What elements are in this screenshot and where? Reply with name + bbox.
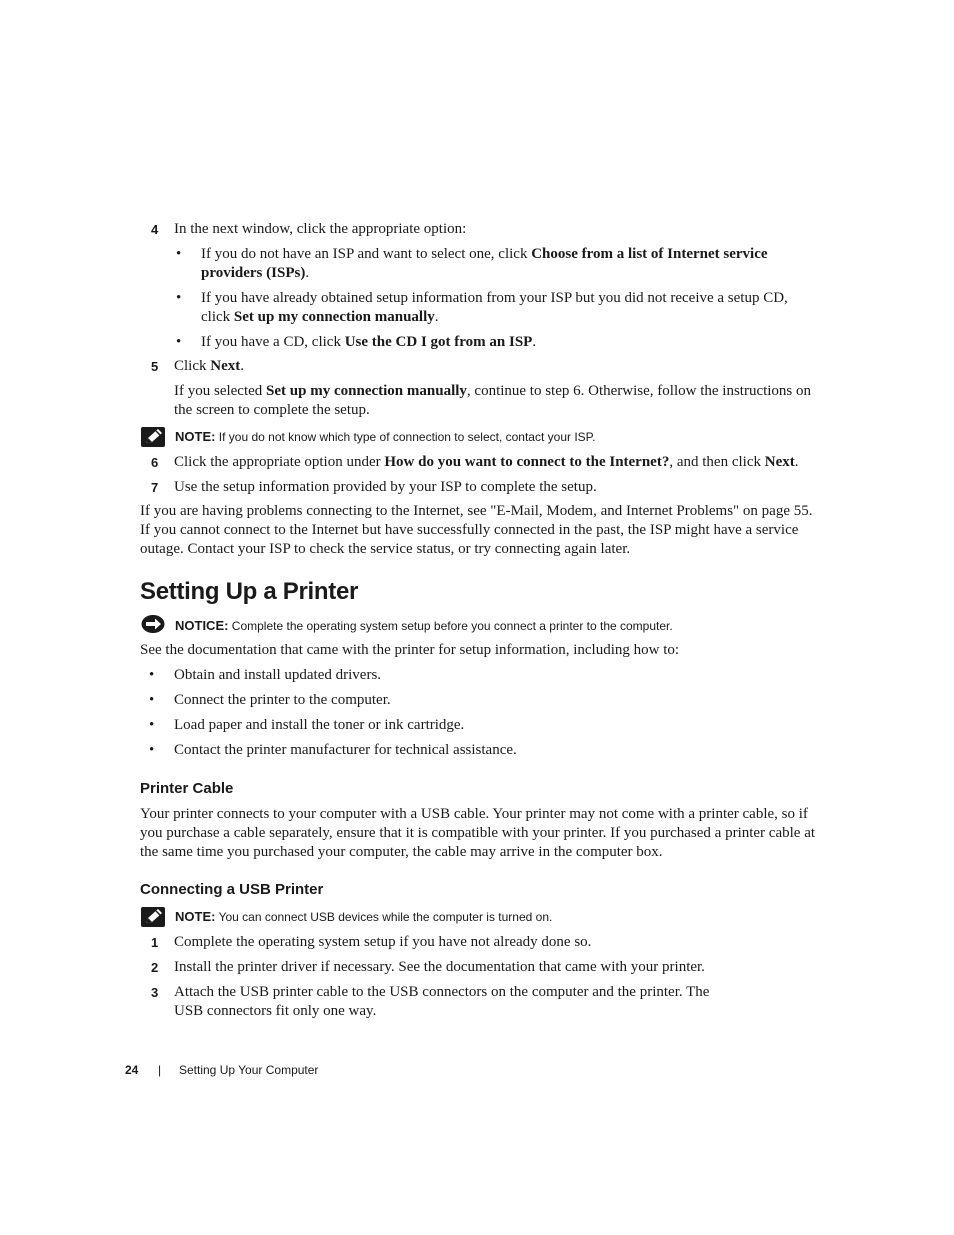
- notice-arrow-icon: [141, 614, 167, 639]
- step-text: In the next window, click the appropriate option:: [174, 221, 467, 237]
- troubleshooting-paragraph: If you are having problems connecting to the Internet, see "E-Mail, Modem, and Internet Problems" on page 55. If you cannot connect to the Internet but have successfully connected in the past, the ISP might have a service outage. Contact your ISP to check the service status, or try connecting again later.: [140, 503, 813, 557]
- bullet-mark: •: [149, 667, 155, 683]
- note-pencil-icon: [141, 907, 165, 932]
- printer-cable-heading: Printer Cable: [140, 780, 234, 797]
- step-number: 7: [151, 480, 159, 495]
- step-number: 6: [151, 455, 159, 470]
- list-item: Obtain and install updated drivers.: [174, 667, 382, 683]
- usb-heading: Connecting a USB Printer: [140, 881, 324, 898]
- step-text: Click the appropriate option under How do you want to connect to the Internet?, and then click Next.: [174, 454, 799, 470]
- page-number: 24: [125, 1063, 139, 1077]
- step-text: Complete the operating system setup if you have not already done so.: [174, 934, 592, 950]
- list-item: Contact the printer manufacturer for technical assistance.: [174, 742, 517, 758]
- docs-intro: See the documentation that came with the printer for setup information, including how to:: [140, 642, 680, 658]
- step-number: 4: [151, 222, 159, 237]
- step5-paragraph: If you selected Set up my connection manually, continue to step 6. Otherwise, follow the instructions on the screen to complete the setup.: [174, 383, 812, 418]
- note-pencil-icon: [141, 427, 165, 452]
- step-number: 1: [151, 935, 159, 950]
- list-item: Load paper and install the toner or ink cartridge.: [174, 717, 465, 733]
- bullet-mark: •: [176, 290, 182, 306]
- footer-title: Setting Up Your Computer: [179, 1063, 319, 1077]
- step4-option-1: If you do not have an ISP and want to select one, click Choose from a list of Internet service providers (ISPs).: [201, 246, 768, 281]
- footer-separator: |: [158, 1063, 162, 1077]
- section-title: Setting Up a Printer: [140, 578, 359, 605]
- bullet-mark: •: [149, 742, 155, 758]
- step-number: 5: [151, 359, 159, 374]
- notice: NOTICE: Complete the operating system setup before you connect a printer to the computer.: [175, 618, 673, 633]
- printer-cable-paragraph: Your printer connects to your computer with a USB cable. Your printer may not come with a printer cable, so if you purchase a cable separately, ensure that it is compatible with your printer. If you purchased a printer cable at the same time you purchased your computer, the cable may arrive in the computer box.: [140, 806, 816, 860]
- bullet-mark: •: [176, 246, 182, 262]
- note: NOTE: If you do not know which type of connection to select, contact your ISP.: [175, 429, 596, 444]
- step-number: 3: [151, 985, 159, 1000]
- step-text: Attach the USB printer cable to the USB connectors on the computer and the printer. The USB connectors fit only one way.: [174, 984, 710, 1019]
- step-text: Click Next.: [174, 358, 244, 374]
- step4-option-2: If you have already obtained setup information from your ISP but you did not receive a setup CD, click Set up my connection manually.: [201, 290, 788, 325]
- bullet-mark: •: [176, 334, 182, 350]
- note: NOTE: You can connect USB devices while the computer is turned on.: [175, 909, 553, 924]
- step4-option-3: If you have a CD, click Use the CD I got from an ISP.: [201, 334, 537, 350]
- step-text: Install the printer driver if necessary. See the documentation that came with your printer.: [174, 959, 705, 975]
- list-item: Connect the printer to the computer.: [174, 692, 391, 708]
- step-text: Use the setup information provided by your ISP to complete the setup.: [174, 479, 597, 495]
- bullet-mark: •: [149, 692, 155, 708]
- step-number: 2: [151, 960, 159, 975]
- bullet-mark: •: [149, 717, 155, 733]
